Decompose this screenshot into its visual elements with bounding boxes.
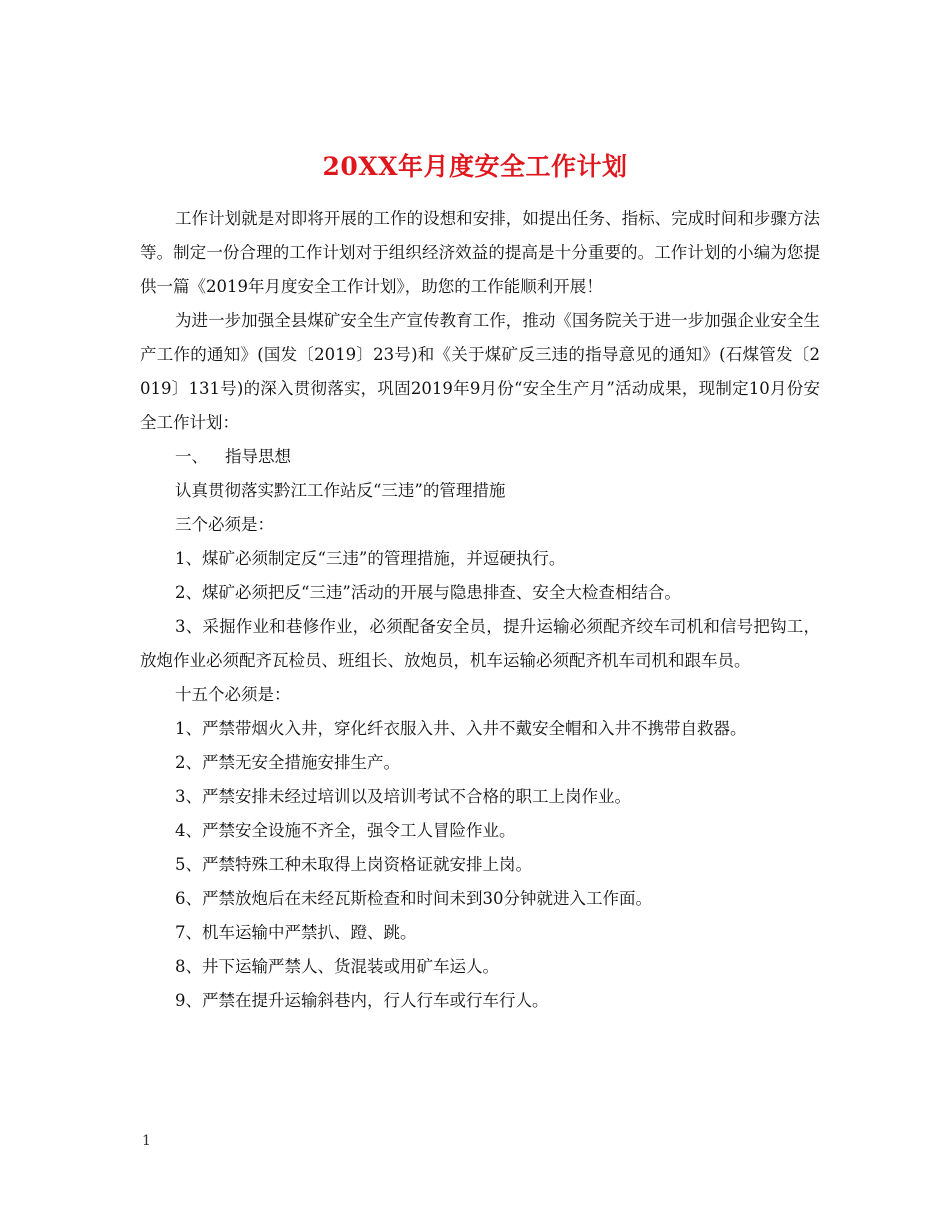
three-musts-item: 1、煤矿必须制定反“三违”的管理措施，并逗硬执行。 (175, 549, 566, 568)
fifteen-musts-item: 7、机车运输中严禁扒、蹬、跳。 (175, 923, 417, 942)
guideline-text: 认真贯彻落实黔江工作站反“三违”的管理措施 (175, 481, 506, 500)
three-musts-heading: 三个必须是： (175, 515, 274, 534)
fifteen-musts-item: 1、严禁带烟火入井，穿化纤衣服入井、入井不戴安全帽和入井不携带自救器。 (175, 719, 747, 738)
page-number: 1 (142, 1133, 151, 1149)
fifteen-musts-heading: 十五个必须是： (175, 685, 291, 704)
section-heading (140, 440, 820, 474)
three-musts-item: 2、煤矿必须把反“三违”活动的开展与隐患排查、安全大检查相结合。 (175, 583, 681, 602)
section-number: 一、 (175, 447, 208, 466)
fifteen-musts-item: 3、严禁安排未经过培训以及培训考试不合格的职工上岗作业。 (175, 787, 631, 806)
fifteen-musts-item: 9、严禁在提升运输斜巷内，行人行车或行车行人。 (175, 991, 549, 1010)
three-musts-item: 3、采掘作业和巷修作业，必须配备安全员，提升运输必须配齐绞车司机和信号把钩工，放炮作业必须配齐瓦检员、班组长、放炮员，机车运输必须配齐机车司机和跟车员。 (140, 617, 820, 670)
fifteen-musts-item: 5、严禁特殊工种未取得上岗资格证就安排上岗。 (175, 855, 532, 874)
fifteen-musts-item: 2、严禁无安全措施安排生产。 (175, 753, 400, 772)
document-title: 20XX年月度安全工作计划 (322, 151, 628, 181)
fifteen-musts-item: 8、井下运输严禁人、货混装或用矿车运人。 (175, 957, 499, 976)
fifteen-musts-item: 4、严禁安全设施不齐全，强令工人冒险作业。 (175, 821, 516, 840)
background-paragraph: 为进一步加强全县煤矿安全生产宣传教育工作，推动《国务院关于进一步加强企业安全生产工作的通知》(国发〔2019〕23号)和《关于煤矿反三违的指导意见的通知》(石煤管发〔2019〕131号)的深入贯彻落实，巩固2019年9月份“安全生产月”活动成果，现制定10月份安全工作计划： (140, 311, 820, 432)
section-title: 指导思想 (225, 447, 291, 466)
fifteen-musts-item: 6、严禁放炮后在未经瓦斯检查和时间未到30分钟就进入工作面。 (175, 889, 652, 908)
intro-paragraph: 工作计划就是对即将开展的工作的设想和安排，如提出任务、指标、完成时间和步骤方法等。制定一份合理的工作计划对于组织经济效益的提高是十分重要的。工作计划的小编为您提供一篇《2019年月度安全工作计划》，助您的工作能顺利开展！ (140, 209, 820, 296)
document-body (140, 202, 820, 1018)
